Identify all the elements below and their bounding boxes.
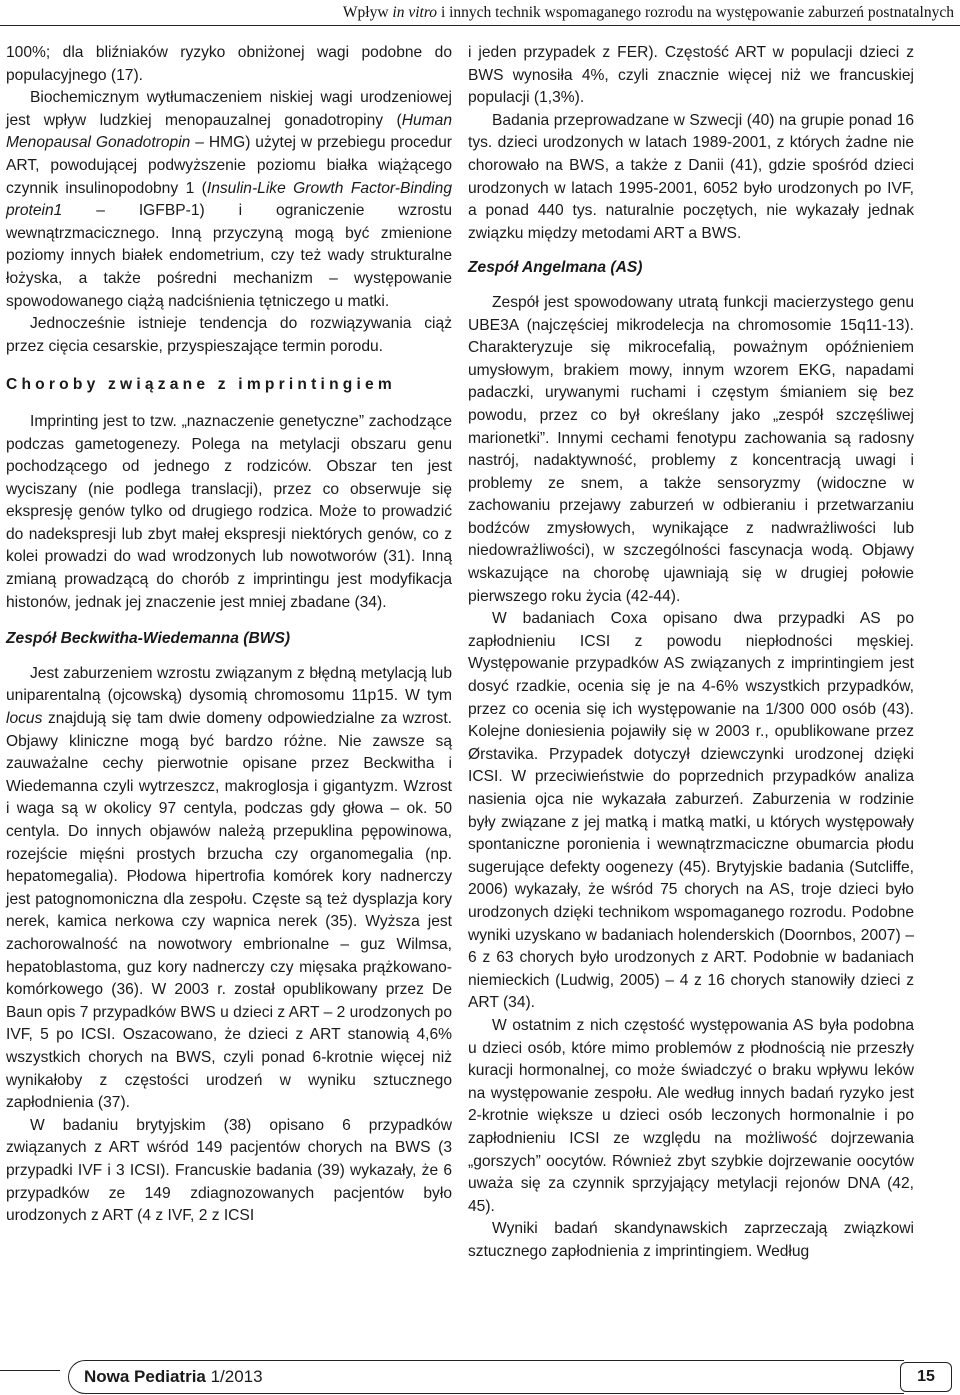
journal-name (84, 1367, 263, 1387)
paragraph: Imprinting jest to tzw. „naznaczenie genetyczne” zachodzące podczas gametogenezy. Polega na metylacji obszaru genu pochodzącego od jednego z rodziców. Obszar ten jest wyciszany (nie podlega translacji), przez co obserwuje się ekspresję genów tylko od drugiego rodzica. Może to prowadzić do nadekspresji lub zbyt małej ekspresji niektórych genów, co z kolei prowadzi do wad wrodzonych lub nowotworów (31). Inną zmianą prowadzącą do chorób z imprintingu jest modyfikacja histonów, jednak jej znaczenie jest mniej zbadane (34). (6, 412, 452, 611)
paragraph: Wyniki badań skandynawskich zaprzeczają związkowi sztucznego zapłodnienia z imprintingiem. Według (468, 1220, 914, 1260)
italic-term: locus (6, 710, 43, 728)
text-run: – IGFBP-1) i ograniczenie wzrostu wewnątrzmacicznego. Inną przyczyną mogą być zmienione poziomy innych białek endometrium, czy też wady strukturalne łożyska, a także pośredni mechanizm – występowanie spowodowanego ciążą nadciśnienia tętniczego u matki. (6, 202, 452, 310)
text-run: znajdują się tam dwie domeny odpowiedzialne za wzrost. Objawy kliniczne mogą być bardzo różne. Nie zawsze są zauważalne cechy pierwotnie opisane przez Beckwitha i Wiedemanna czyli wytrzeszcz, makroglosja i gigantyzm. Wzrost i waga są w okolicy 97 centyla, podczas gdy głowa – ok. 50 centyla. Do innych objawów należą przepuklina pępowinowa, rozejście mięśni prostych brzucha czy organomegalia (np. hepatomegalia). Płodowa hipertrofia komórek kory nadnerczy jest patognomoniczna dla zespołu. Częste są też dysplazja kory nerek, kamica nerkowa czy wapnica nerek (35). Wyższa jest zachorowalność na nowotwory embrionalne – guz Wilmsa, hepatoblastoma, guz kory nadnerczy czy mięsaka prążkowano-komórkowego (36). W 2003 r. został opublikowany przez De Baun opis 7 przypadków BWS u dzieci z ART – 2 urodzonych po IVF, 5 po ICSI. Oszacowano, że dzieci z ART stanowią 4,6% wszystkich chorych na BWS, czyli ponad 6-krotnie więcej niż wynikałoby z częstości urodzeń w wyniku sztucznego zapłodnienia (37). (6, 710, 452, 1112)
italic-term: Insulin-Like Growth Factor-Binding protein1 (6, 179, 452, 220)
paragraph: W badaniu brytyjskim (38) opisano 6 przypadków związanych z ART wśród 149 pacjentów chorych na BWS (3 przypadki IVF i 3 ICSI). Francuskie badania (39) wykazały, że 6 przypadków ze 149 zdiagnozowanych pacjentów było urodzonych z ART (4 z IVF, 2 z ICSI (6, 1116, 452, 1225)
paragraph: i jeden przypadek z FER). Częstość ART w populacji dzieci z BWS wynosiła 4%, czyli znacznie więcej niż we francuskiej populacji (1,3%). (468, 44, 914, 107)
journal-title: Nowa Pediatria (84, 1367, 206, 1386)
footer-rule (0, 1370, 60, 1371)
paragraph: W badaniach Coxa opisano dwa przypadki AS po zapłodnieniu ICSI z powodu niepłodności męskiej. Występowanie przypadków AS związanych z imprintingiem jest dosyć rzadkie, ocenia się je na 4-6% wszystkich przypadków, przez co ocenia się ich występowanie na 1/300 000 osób (43). Kolejne doniesienia pojawiły się w 2003 r., opublikowane przez Ørstavika. Przypadek dotyczył dziewczynki urodzonej dzięki ICSI. W przeciwieństwie do poprzednich przypadków analiza nasienia ojca nie wykazała zaburzeń. Zaburzenia w rodzinie były związane z jej matką i matką matki, u których występowały spontaniczne poronienia i wewnątrzmaciczne obumarcia płodu sugerujące defekty oogenezy (45). Brytyjskie badania (Sutcliffe, 2006) wykazały, że wśród 75 chorych na AS, troje dzieci było urodzonych dzięki technikom wspomaganego rozrodu. Podobne wyniki uzyskano w badaniach holenderskich (Doornbos, 2007) – 6 z 63 chorych było urodzonych z ART. Podobnie w badaniach niemieckich (Ludwig, 2005) – 4 z 16 chorych stanowiły dzieci z ART (34). (468, 610, 914, 1012)
subsection-heading: Zespół Beckwitha-Wiedemanna (BWS) (6, 630, 291, 648)
left-column (6, 42, 452, 1228)
header-text-post: i innych technik wspomaganego rozrodu na występowanie zaburzeń postnatalnych (437, 4, 954, 21)
right-column (468, 42, 914, 1263)
paragraph (6, 87, 452, 313)
paragraph: W ostatnim z nich częstość występowania AS była podobna u dzieci osób, które mimo problemów z płodnością nie przeszły kuracji hormonalnej, co może świadczyć o braku wpływu leków na występowanie zespołu. Ale według innych badań ryzyko jest 2-krotnie większe u dzieci osób leczonych hormonalnie i po zapłodnieniu ICSI ze względu na możliwość dojrzewania „gorszych” oocytów. Również zbyt szybkie dojrzewanie oocytów uważa się za czynnik sprzyjający metylacji rejonów DNA (42, 45). (468, 1016, 914, 1215)
journal-issue: 1/2013 (205, 1367, 263, 1386)
paragraph: Badania przeprowadzane w Szwecji (40) na grupie ponad 16 tys. dzieci urodzonych w latach 1989-2001, z których żadne nie chorowało na BWS, a także z Danii (41), gdzie spośród dzieci urodzonych w latach 1995-2001, 6052 było urodzonych po IVF, a ponad 440 tys. naturalnie poczętych, nie wykazały jednak związku między metodami ART a BWS. (468, 111, 914, 242)
paragraph: Zespół jest spowodowany utratą funkcji macierzystego genu UBE3A (najczęściej mikrodelecja na chromosomie 15q11-13). Charakteryzuje się mikrocefalią, poważnym opóźnieniem umysłowym, brakiem mowy, innym wzorem EKG, napadami padaczki, urywanymi ruchami i częstym śmianiem się bez powodu, przez co był określany jako „zespół szczęśliwej marionetki”. Innymi cechami fenotypu zachowania są radosny nastrój, nadaktywność, problemy z koncentracją uwagi i problemy ze snem, a także sensoryzmy (widoczne w zachowaniu przejawy zaburzeń w odbieraniu i przetwarzaniu bodźców zmysłowych, wynikające z nadwrażliwości lub niedowrażliwości), w szczególności fascynacja wodą. Objawy wskazujące na chorobę ujawniają się w drugiej połowie pierwszego roku życia (42-44). (468, 293, 914, 605)
paragraph (6, 663, 452, 1115)
text-run: Jest zaburzeniem wzrostu związanym z błędną metylacją lub uniparentalną (ojcowską) dysomią chromosomu 11p15. W tym (6, 664, 452, 705)
section-heading: Choroby związane z imprintingiem (6, 376, 396, 394)
paragraph: Jednocześnie istnieje tendencja do rozwiązywania ciąż przez cięcia cesarskie, przyspieszające termin porodu. (6, 315, 452, 355)
subsection-heading: Zespół Angelmana (AS) (468, 259, 643, 277)
page-number: 15 (900, 1362, 952, 1392)
text-run: – HMG) użytej w przebiegu procedur ART, powodującej podwyższenie poziomu białka wiążącego czynnik insulinopodobny 1 ( (6, 134, 452, 197)
italic-term: Human Menopausal Gonadotropin (6, 111, 452, 152)
header-text-pre: Wpływ (342, 4, 393, 21)
header-italic: in vitro (392, 4, 438, 21)
paragraph: 100%; dla bliźniaków ryzyko obniżonej wagi podobne do populacyjnego (17). (6, 44, 452, 84)
running-header (0, 4, 954, 22)
text-run: Biochemicznym wytłumaczeniem niskiej wagi urodzeniowej jest wpływ ludzkiej menopauzalnej gonadotropiny ( (6, 89, 452, 129)
header-rule (0, 25, 960, 26)
